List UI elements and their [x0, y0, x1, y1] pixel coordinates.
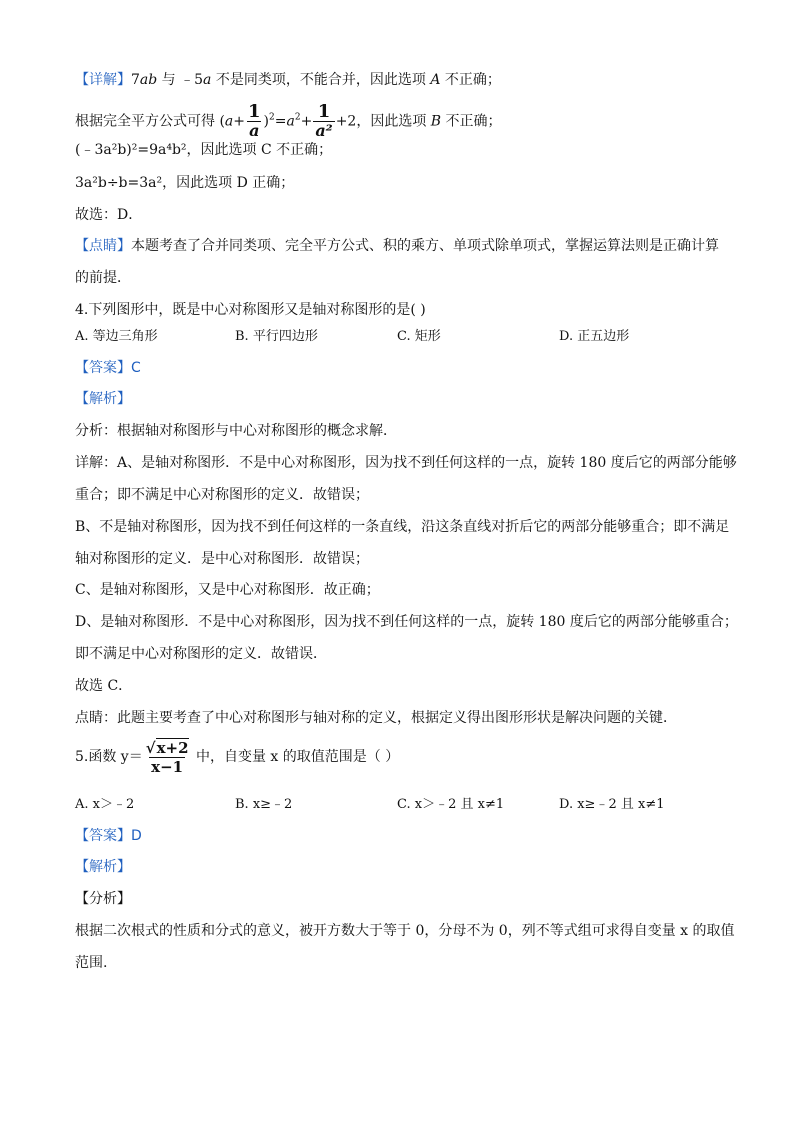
q5-fenxi-line1: 根据二次根式的性质和分式的意义，被开方数大于等于 0，分母不为 0，列不等式组可求得自变量 x 的取值 — [75, 923, 735, 939]
q4-detail-line5: C、是轴对称图形，又是中心对称图形．故正确； — [75, 582, 380, 598]
q4-detail-line7: 即不满足中心对称图形的定义．故错误． — [75, 646, 327, 662]
q4-detail-line4: 轴对称图形的定义．是中心对称图形．故错误； — [75, 551, 369, 567]
q5-answer: 【答案】D — [75, 828, 142, 844]
q4-option-c: C. 矩形 — [397, 329, 441, 344]
q3-detail-line4: 3a²b÷b=3a²，因此选项 D 正确； — [75, 175, 295, 191]
q4-option-b: B. 平行四边形 — [235, 329, 318, 344]
q4-answer: 【答案】C — [75, 360, 141, 376]
q4-question: 4.下列图形中，既是中心对称图形又是轴对称图形的是( ) — [75, 302, 426, 318]
q5-analysis-tag: 【解析】 — [75, 859, 131, 875]
detail-tag: 【详解】 — [75, 72, 131, 88]
q4-detail-line6: D、是轴对称图形．不是中心对称图形，因为找不到任何这样的一点，旋转 180 度后它的两部分能够重合； — [75, 614, 738, 630]
fraction-one-over-a: $\frac{1}{a}$ — [248, 101, 261, 140]
q3-detail-line2: 根据完全平方公式可得 (a+ $\frac{1}{a}$ )$^2=a^2+$ $\frac{1}{\text{a²}}$ +2，因此选项 B 不正确； — [75, 101, 502, 140]
sqrt-radicand: x+2 — [156, 738, 189, 757]
q3-detail-line3: (﹣3a²b)²=9a⁴b²，因此选项 C 不正确； — [75, 142, 333, 158]
comment-tag: 【点睛】 — [75, 238, 131, 254]
q3-choose: 故选：D． — [75, 207, 143, 223]
q3-detail-line1: 【详解】7ab 与 ﹣5a 不是同类项，不能合并，因此选项 A 不正确； — [75, 72, 501, 88]
q4-choose: 故选 C． — [75, 678, 133, 694]
q5-option-d: D. x≥﹣2 且 x≠1 — [559, 797, 665, 812]
q4-option-a: A. 等边三角形 — [75, 329, 158, 344]
q5-option-c: C. x＞﹣2 且 x≠1 — [397, 797, 505, 812]
q3-comment-line2: 的前提． — [75, 270, 131, 286]
q5-fenxi-line2: 范围. — [75, 955, 108, 971]
function-fraction: $\frac{√x+2}{x-1}$ — [145, 738, 189, 776]
fraction-one-over-a-squared: $\frac{1}{\text{a²}}$ — [315, 101, 333, 140]
q4-option-d: D. 正五边形 — [559, 329, 630, 344]
q5-option-a: A. x＞﹣2 — [75, 797, 135, 812]
q4-detail-line3: B、不是轴对称图形，因为找不到任何这样的一条直线，沿这条直线对折后它的两部分能够重合；即不满足 — [75, 519, 730, 535]
q4-comment: 点睛：此题主要考查了中心对称图形与轴对称的定义，根据定义得出图形形状是解决问题的关键． — [75, 710, 677, 726]
q4-analysis-tag: 【解析】 — [75, 391, 131, 407]
q5-fenxi-tag: 【分析】 — [75, 891, 131, 907]
q4-detail-line2: 重合；即不满足中心对称图形的定义．故错误； — [75, 487, 369, 503]
q4-analysis: 分析：根据轴对称图形与中心对称图形的概念求解． — [75, 423, 397, 439]
q5-option-b: B. x≥﹣2 — [235, 797, 293, 812]
q5-question: 5.函数 y＝ $\frac{√x+2}{x-1}$ 中，自变量 x 的取值范围是（ ） — [75, 738, 400, 776]
q3-comment-line1: 【点睛】本题考查了合并同类项、完全平方公式、积的乘方、单项式除单项式，掌握运算法则是正确计算 — [75, 238, 719, 254]
q4-detail-line1: 详解：A、是轴对称图形．不是中心对称图形，因为找不到任何这样的一点，旋转 180 度后它的两部分能够 — [75, 455, 737, 471]
